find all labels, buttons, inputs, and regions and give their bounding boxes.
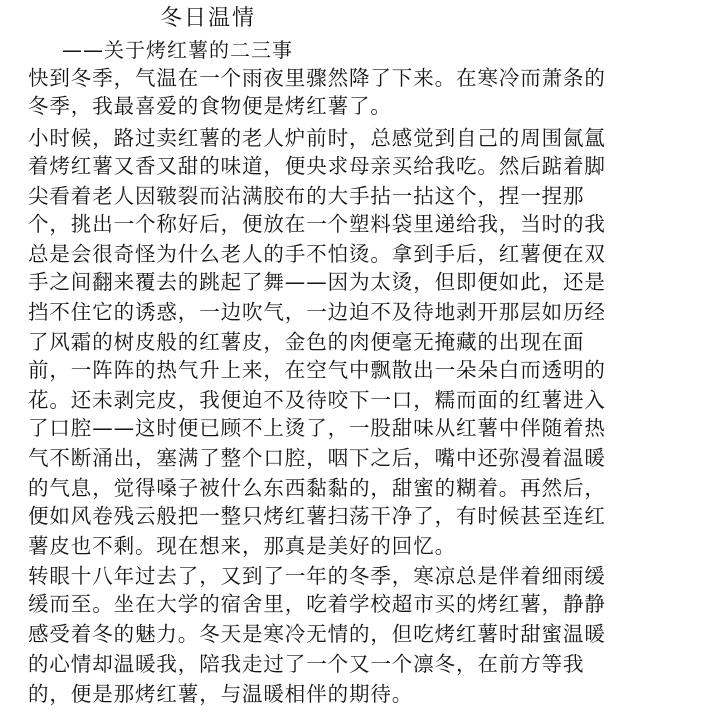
essay-line-5: 尖看着老人因皲裂而沾满胶布的大手拈一拈这个，捏一捏那	[28, 184, 585, 208]
essay-line-11: 前，一阵阵的热气升上来，在空气中飘散出一朵朵白而透明的	[28, 358, 606, 382]
essay-line-16: 便如风卷残云般把一整只烤红薯扫荡干净了，有时候甚至连红	[28, 504, 606, 528]
essay-line-6: 个，挑出一个称好后，便放在一个塑料袋里递给我，当时的我	[28, 212, 606, 236]
essay-line-13: 了口腔——这时便已顾不上烫了，一股甜味从红薯中伴随着热	[28, 416, 606, 440]
essay-subtitle: ——关于烤红薯的二三事	[62, 38, 293, 62]
essay-title: 冬日温情	[160, 6, 257, 31]
essay-line-4: 着烤红薯又香又甜的味道，便央求母亲买给我吃。然后踮着脚	[28, 154, 606, 178]
essay-line-22: 的，便是那烤红薯，与温暖相伴的期待。	[28, 682, 414, 706]
essay-line-2: 冬季，我最喜爱的食物便是烤红薯了。	[28, 94, 392, 118]
essay-line-12: 花。还未剥完皮，我便迫不及待咬下一口，糯而面的红薯进入	[28, 388, 606, 412]
essay-line-15: 的气息，觉得嗓子被什么东西黏黏的，甜蜜的糊着。再然后，	[28, 476, 606, 500]
essay-line-3: 小时候，路过卖红薯的老人炉前时，总感觉到自己的周围氤氲	[28, 126, 606, 150]
essay-line-9: 挡不住它的诱惑，一边吹气，一边迫不及待地剥开那层如历经	[28, 300, 606, 324]
essay-line-7: 总是会很奇怪为什么老人的手不怕烫。拿到手后，红薯便在双	[28, 242, 606, 266]
essay-line-8: 手之间翻来覆去的跳起了舞——因为太烫，但即便如此，还是	[28, 270, 606, 294]
essay-line-14: 气不断涌出，塞满了整个口腔，咽下之后，嘴中还弥漫着温暖	[28, 446, 606, 470]
essay-line-18: 转眼十八年过去了，又到了一年的冬季，寒凉总是伴着细雨缓	[28, 564, 606, 588]
essay-line-1: 快到冬季，气温在一个雨夜里骤然降了下来。在寒冷而萧条的	[28, 66, 606, 90]
essay-line-17: 薯皮也不剩。现在想来，那真是美好的回忆。	[28, 534, 456, 558]
essay-line-20: 感受着冬的魅力。冬天是寒冷无情的，但吃烤红薯时甜蜜温暖	[28, 622, 606, 646]
essay-line-21: 的心情却温暖我，陪我走过了一个又一个凛冬，在前方等我	[28, 652, 585, 676]
essay-line-10: 了风霜的树皮般的红薯皮，金色的肉便毫无掩藏的出现在面	[28, 330, 585, 354]
essay-line-19: 缓而至。坐在大学的宿舍里，吃着学校超市买的烤红薯，静静	[28, 592, 606, 616]
